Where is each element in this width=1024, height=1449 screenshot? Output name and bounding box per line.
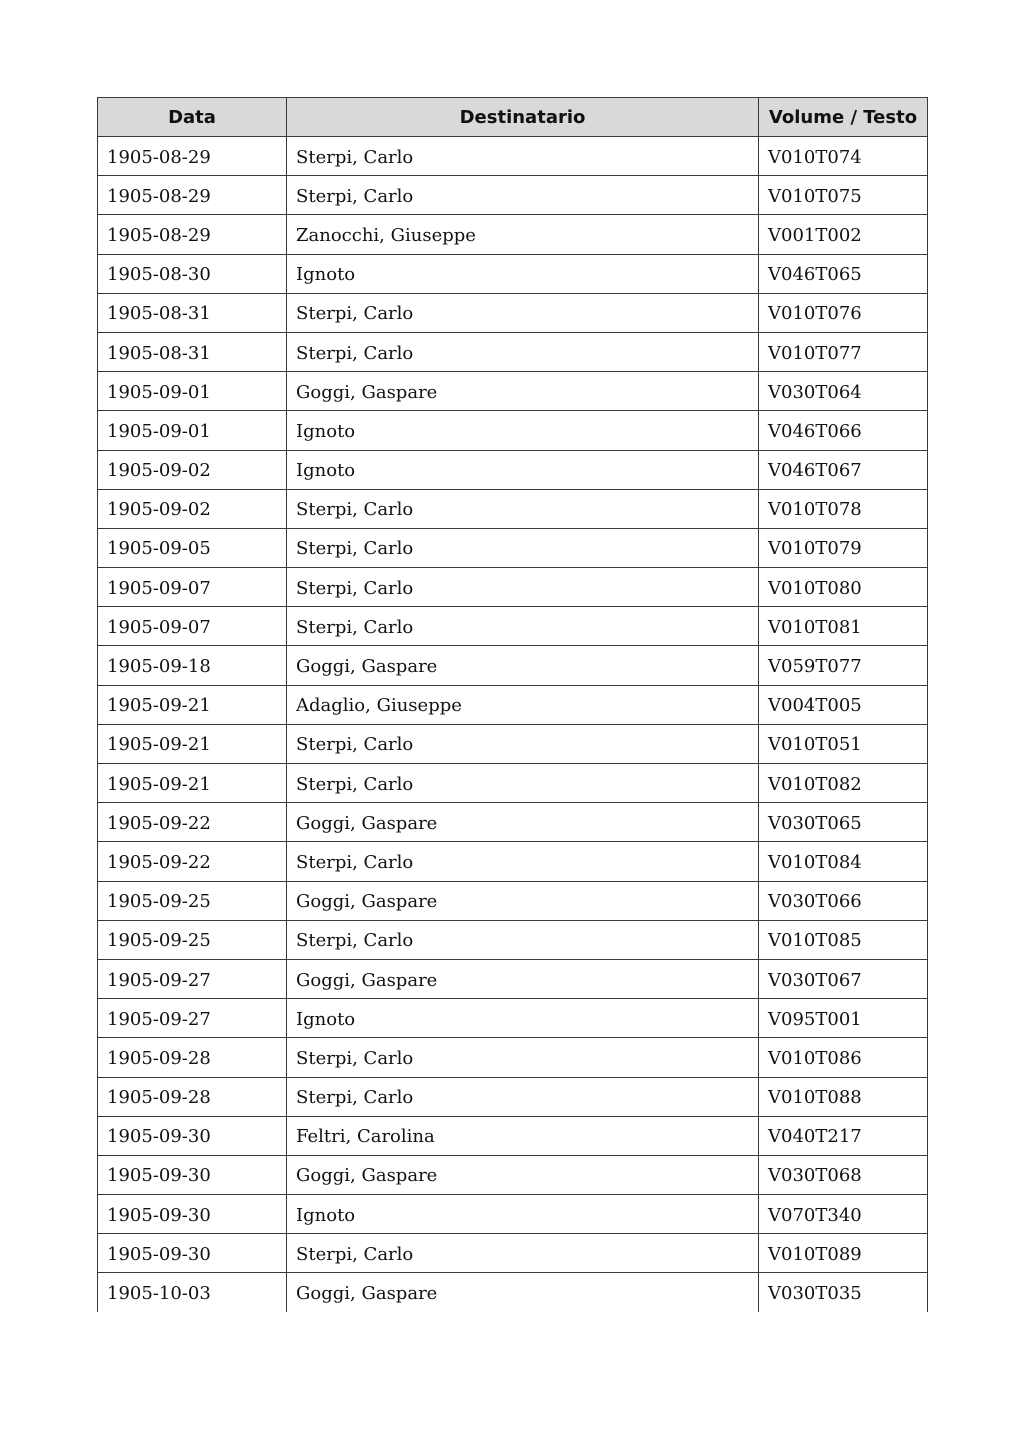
table-row: [98, 293, 928, 332]
table-row: [98, 568, 928, 607]
volume-cell: V004T005: [759, 685, 928, 724]
table-body: [98, 137, 928, 1313]
header-row: [98, 98, 928, 137]
recipient-cell: Sterpi, Carlo: [287, 489, 759, 528]
recipient-cell: Ignoto: [287, 450, 759, 489]
recipient-cell: Goggi, Gaspare: [287, 1155, 759, 1194]
date-cell: 1905-09-21: [98, 724, 287, 763]
table-header: [98, 98, 928, 137]
date-cell: 1905-08-31: [98, 332, 287, 371]
table-row: [98, 803, 928, 842]
volume-cell: V010T089: [759, 1234, 928, 1273]
recipient-cell: Goggi, Gaspare: [287, 803, 759, 842]
table-row: [98, 528, 928, 567]
date-cell: 1905-09-30: [98, 1195, 287, 1234]
volume-cell: V010T080: [759, 568, 928, 607]
table-row: [98, 1116, 928, 1155]
recipient-cell: Sterpi, Carlo: [287, 1077, 759, 1116]
table-row: [98, 1038, 928, 1077]
recipient-cell: Sterpi, Carlo: [287, 724, 759, 763]
date-cell: 1905-09-05: [98, 528, 287, 567]
date-cell: 1905-09-07: [98, 568, 287, 607]
volume-cell: V030T067: [759, 959, 928, 998]
table-row: [98, 1195, 928, 1234]
table-row: [98, 959, 928, 998]
recipient-cell: Adaglio, Giuseppe: [287, 685, 759, 724]
recipient-cell: Goggi, Gaspare: [287, 881, 759, 920]
volume-cell: V030T065: [759, 803, 928, 842]
recipient-cell: Ignoto: [287, 411, 759, 450]
table-row: [98, 685, 928, 724]
volume-cell: V010T078: [759, 489, 928, 528]
recipient-cell: Zanocchi, Giuseppe: [287, 215, 759, 254]
table-row: [98, 215, 928, 254]
date-cell: 1905-08-31: [98, 293, 287, 332]
volume-cell: V095T001: [759, 999, 928, 1038]
volume-cell: V010T081: [759, 607, 928, 646]
recipient-cell: Goggi, Gaspare: [287, 372, 759, 411]
volume-cell: V030T068: [759, 1155, 928, 1194]
recipient-cell: Ignoto: [287, 254, 759, 293]
volume-cell: V030T035: [759, 1273, 928, 1312]
volume-cell: V010T079: [759, 528, 928, 567]
table-row: [98, 920, 928, 959]
date-cell: 1905-09-22: [98, 842, 287, 881]
table-row: [98, 332, 928, 371]
recipient-cell: Goggi, Gaspare: [287, 1273, 759, 1312]
table-row: [98, 411, 928, 450]
table-row: [98, 450, 928, 489]
date-cell: 1905-08-29: [98, 137, 287, 176]
recipient-cell: Sterpi, Carlo: [287, 176, 759, 215]
table-row: [98, 646, 928, 685]
date-cell: 1905-09-25: [98, 881, 287, 920]
recipient-cell: Sterpi, Carlo: [287, 842, 759, 881]
volume-cell: V010T074: [759, 137, 928, 176]
date-cell: 1905-09-30: [98, 1116, 287, 1155]
recipient-cell: Sterpi, Carlo: [287, 332, 759, 371]
date-cell: 1905-08-29: [98, 215, 287, 254]
date-cell: 1905-09-18: [98, 646, 287, 685]
date-cell: 1905-10-03: [98, 1273, 287, 1312]
table-row: [98, 842, 928, 881]
recipient-cell: Ignoto: [287, 999, 759, 1038]
recipient-cell: Sterpi, Carlo: [287, 920, 759, 959]
volume-cell: V070T340: [759, 1195, 928, 1234]
recipient-cell: Feltri, Carolina: [287, 1116, 759, 1155]
volume-cell: V010T082: [759, 764, 928, 803]
volume-cell: V059T077: [759, 646, 928, 685]
recipient-cell: Sterpi, Carlo: [287, 1038, 759, 1077]
table-row: [98, 489, 928, 528]
date-cell: 1905-09-21: [98, 685, 287, 724]
date-cell: 1905-09-01: [98, 372, 287, 411]
volume-cell: V010T084: [759, 842, 928, 881]
table-row: [98, 764, 928, 803]
volume-cell: V010T076: [759, 293, 928, 332]
date-cell: 1905-09-21: [98, 764, 287, 803]
table-row: [98, 1273, 928, 1312]
table-row: [98, 607, 928, 646]
date-cell: 1905-09-30: [98, 1155, 287, 1194]
date-cell: 1905-08-29: [98, 176, 287, 215]
volume-cell: V040T217: [759, 1116, 928, 1155]
recipient-cell: Sterpi, Carlo: [287, 528, 759, 567]
volume-cell: V046T067: [759, 450, 928, 489]
volume-cell: V010T085: [759, 920, 928, 959]
table-row: [98, 137, 928, 176]
recipient-cell: Sterpi, Carlo: [287, 764, 759, 803]
volume-cell: V046T066: [759, 411, 928, 450]
table-row: [98, 881, 928, 920]
date-cell: 1905-09-27: [98, 959, 287, 998]
date-cell: 1905-09-25: [98, 920, 287, 959]
volume-cell: V010T051: [759, 724, 928, 763]
date-cell: 1905-09-30: [98, 1234, 287, 1273]
table-row: [98, 724, 928, 763]
recipient-cell: Sterpi, Carlo: [287, 568, 759, 607]
volume-cell: V010T075: [759, 176, 928, 215]
date-cell: 1905-09-02: [98, 489, 287, 528]
volume-cell: V010T077: [759, 332, 928, 371]
volume-cell: V030T064: [759, 372, 928, 411]
volume-cell: V030T066: [759, 881, 928, 920]
recipient-cell: Ignoto: [287, 1195, 759, 1234]
date-cell: 1905-09-28: [98, 1077, 287, 1116]
date-cell: 1905-09-28: [98, 1038, 287, 1077]
table-row: [98, 176, 928, 215]
header-volume: Volume / Testo: [759, 98, 928, 137]
date-cell: 1905-09-02: [98, 450, 287, 489]
recipient-cell: Sterpi, Carlo: [287, 1234, 759, 1273]
date-cell: 1905-08-30: [98, 254, 287, 293]
header-date: Data: [98, 98, 287, 137]
table-row: [98, 1234, 928, 1273]
table-row: [98, 254, 928, 293]
recipient-cell: Sterpi, Carlo: [287, 293, 759, 332]
date-cell: 1905-09-27: [98, 999, 287, 1038]
date-cell: 1905-09-07: [98, 607, 287, 646]
date-cell: 1905-09-22: [98, 803, 287, 842]
volume-cell: V001T002: [759, 215, 928, 254]
table-row: [98, 999, 928, 1038]
volume-cell: V010T086: [759, 1038, 928, 1077]
date-cell: 1905-09-01: [98, 411, 287, 450]
recipient-cell: Sterpi, Carlo: [287, 137, 759, 176]
letters-table: [97, 97, 928, 1312]
recipient-cell: Sterpi, Carlo: [287, 607, 759, 646]
volume-cell: V010T088: [759, 1077, 928, 1116]
table-row: [98, 1155, 928, 1194]
recipient-cell: Goggi, Gaspare: [287, 959, 759, 998]
table-row: [98, 372, 928, 411]
table-row: [98, 1077, 928, 1116]
header-recipient: Destinatario: [287, 98, 759, 137]
volume-cell: V046T065: [759, 254, 928, 293]
recipient-cell: Goggi, Gaspare: [287, 646, 759, 685]
